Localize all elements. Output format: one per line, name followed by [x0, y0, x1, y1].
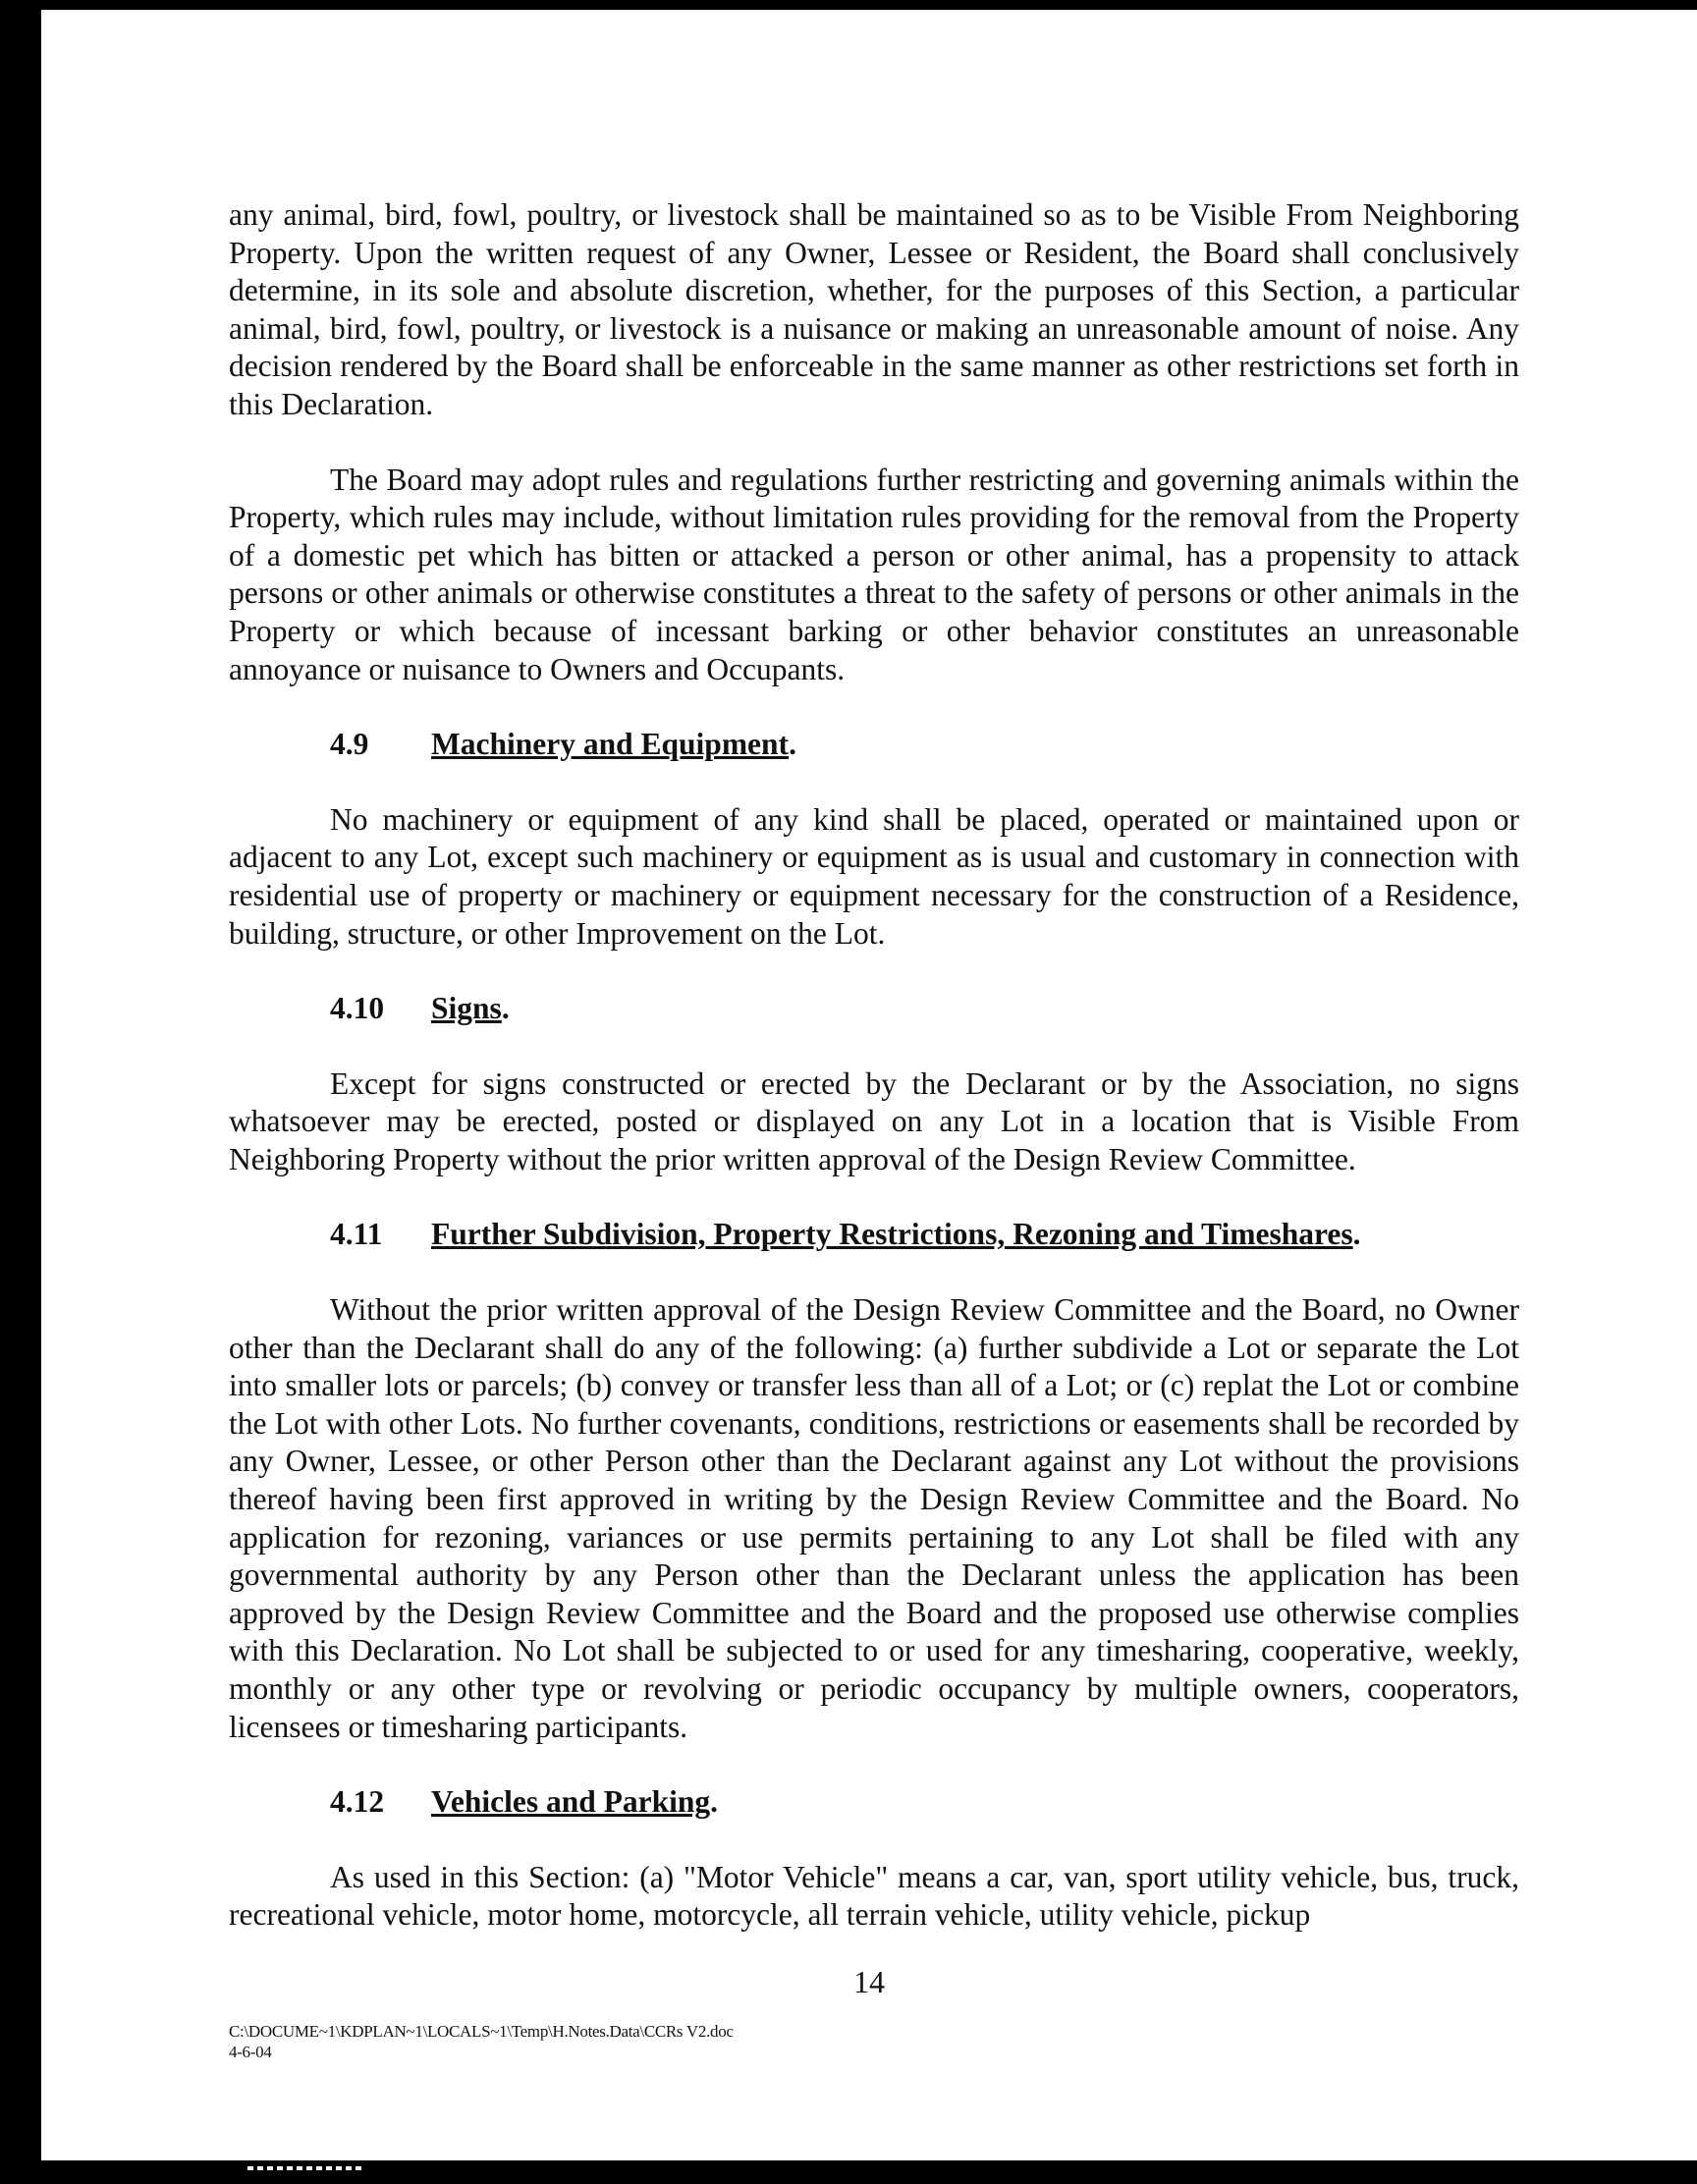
section-number: 4.9 — [330, 727, 369, 762]
paragraph-subdivision: Without the prior written approval of the Design Review Committee and the Board, no Owner other than the Declarant shall do any of the following: (a) further subdivide a Lot or separate the Lot into smaller lots or parcels; (b) convey or transfer less than all of a Lot; or (c) replat the Lot or combine the Lot with other Lots. No further covenants, conditions, restrictions or easements shall be recorded by any Owner, Lessee, or other Person other than the Declarant against any Lot without the provisions thereof having been first approved in writing by the Design Review Committee and the Board. No application for rezoning, variances or use permits pertaining to any Lot shall be filed with any governmental authority by any Person other than the Declarant unless the application has been approved by the Design Review Committee and the Board and the proposed use otherwise complies with this Declaration. No Lot shall be subjected to or used for any timesharing, cooperative, weekly, monthly or any other type or revolving or periodic occupancy by multiple owners, cooperators, licensees or timesharing participants. — [229, 1292, 1519, 1744]
section-title-wrap — [431, 1216, 1361, 1254]
paragraph-signs: Except for signs constructed or erected by the Declarant or by the Association, no signs whatsoever may be erected, posted or displayed on any Lot in a location that is Visible From Neighboring Property without the prior written approval of the Design Review Committee. — [229, 1065, 1519, 1176]
page-body — [229, 196, 1519, 1935]
section-title-wrap — [431, 726, 796, 764]
scan-artifact — [247, 2166, 365, 2170]
section-heading-4-12 — [229, 1783, 1519, 1822]
paragraph-animals-continued: any animal, bird, fowl, poultry, or livestock shall be maintained so as to be Visible From Neighboring Property. Upon the written request of any Owner, Lessee or Resident, the Board shall conclusively determine, in its sole and absolute discretion, whether, for the purposes of this Section, a particular animal, bird, fowl, poultry, or livestock is a nuisance or making an unreasonable amount of noise. Any decision rendered by the Board shall be enforceable in the same manner as other restrictions set forth in this Declaration. — [229, 197, 1519, 421]
section-heading-4-10 — [229, 990, 1519, 1028]
document-page — [41, 10, 1697, 2160]
section-number: 4.11 — [330, 1217, 383, 1252]
section-title-wrap — [431, 990, 510, 1028]
section-heading-4-9 — [229, 726, 1519, 764]
section-title: Signs — [431, 991, 502, 1026]
paragraph-animal-rules: The Board may adopt rules and regulations further restricting and governing animals within the Property, which rules may include, without limitation rules providing for the removal from the Property of a domestic pet which has bitten or attacked a person or other animal, has a propensity to attack persons or other animals or otherwise constitutes a threat to the safety of persons or other animals in the Property or which because of incessant barking or other behavior constitutes an unreasonable annoyance or nuisance to Owners and Occupants. — [229, 462, 1519, 686]
section-title-punct: . — [789, 727, 796, 762]
section-title: Further Subdivision, Property Restrictions, Rezoning and Timeshares — [431, 1217, 1353, 1252]
section-heading-4-11 — [229, 1216, 1519, 1254]
document-footer — [229, 2021, 734, 2062]
paragraph-vehicles: As used in this Section: (a) "Motor Vehicle" means a car, van, sport utility vehicle, bus, truck, recreational vehicle, motor home, motorcycle, all terrain vehicle, utility vehicle, pickup — [229, 1859, 1519, 1933]
footer-date: 4-6-04 — [229, 2043, 272, 2061]
section-number: 4.10 — [330, 991, 385, 1026]
section-title-punct: . — [710, 1784, 719, 1820]
section-title: Machinery and Equipment — [431, 727, 790, 762]
section-number: 4.12 — [330, 1784, 385, 1820]
paragraph-machinery: No machinery or equipment of any kind shall be placed, operated or maintained upon or adjacent to any Lot, except such machinery or equipment as is usual and customary in connection with residential use of property or machinery or equipment necessary for the construction of a Residence, building, structure, or other Improvement on the Lot. — [229, 801, 1519, 951]
section-title: Vehicles and Parking — [431, 1784, 711, 1820]
section-title-wrap — [431, 1783, 718, 1822]
section-title-punct: . — [501, 991, 510, 1026]
page-number: 14 — [853, 1964, 885, 1999]
section-title-punct: . — [1352, 1217, 1361, 1252]
footer-file-path: C:\DOCUME~1\KDPLAN~1\LOCALS~1\Temp\H.Notes.Data\CCRs V2.doc — [229, 2022, 734, 2041]
